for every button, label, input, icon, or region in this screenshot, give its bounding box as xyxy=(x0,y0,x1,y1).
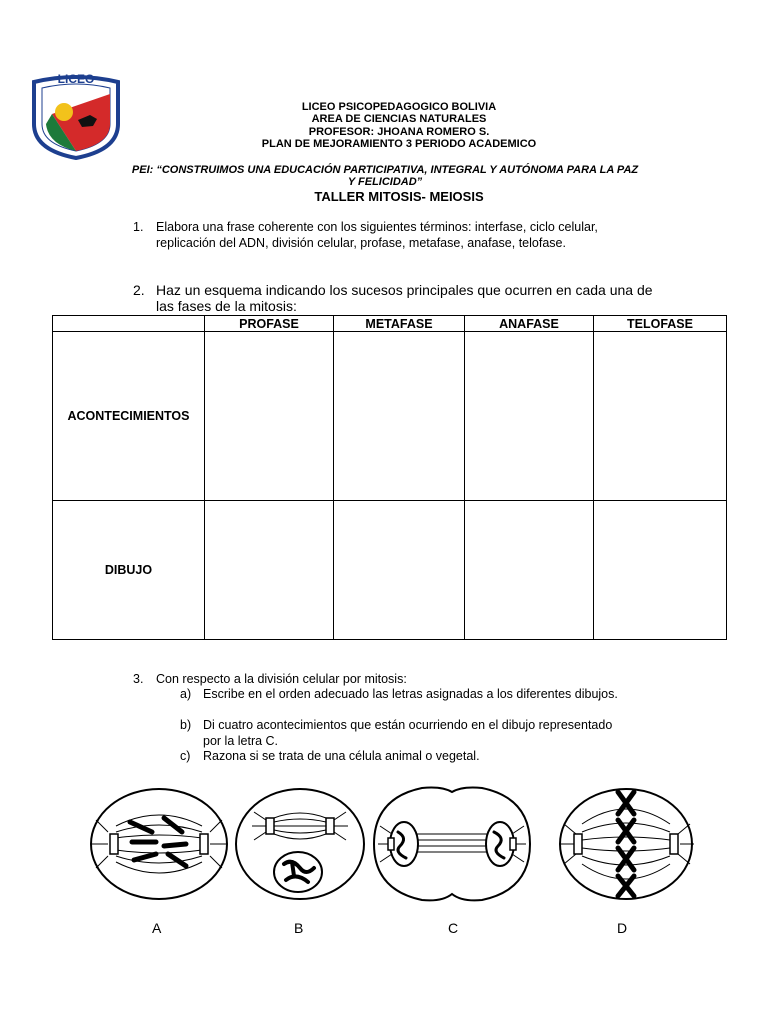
subquestion-letter: a) xyxy=(180,687,192,701)
figure-label-c: C xyxy=(448,920,459,936)
table-row-acontecimientos xyxy=(53,332,727,501)
answer-cell[interactable] xyxy=(465,332,594,501)
subquestion-c xyxy=(180,749,623,765)
question-text: Elabora una frase coherente con los siguientes términos: interfase, ciclo celular, replicación del ADN, división celular, profase, metafase, anafase, telofase. xyxy=(156,220,598,250)
table-header-profase: PROFASE xyxy=(205,316,334,332)
subquestion-letter: b) xyxy=(180,718,192,732)
answer-cell[interactable] xyxy=(334,332,465,501)
question-number: 3. xyxy=(133,672,144,686)
page-title: TALLER MITOSIS- MEIOSIS xyxy=(314,189,484,204)
table-header-row xyxy=(53,316,727,332)
subquestion-a xyxy=(180,687,623,703)
answer-cell[interactable] xyxy=(594,332,727,501)
pei-line-1: PEI: “CONSTRUIMOS UNA EDUCACIÓN PARTICIPATIVA, INTEGRAL Y AUTÓNOMA PARA LA PAZ xyxy=(131,164,639,176)
answer-cell[interactable] xyxy=(334,501,465,640)
table-header-anafase: ANAFASE xyxy=(465,316,594,332)
question-text: Con respecto a la división celular por mitosis: xyxy=(156,672,407,686)
cell-drawing-d xyxy=(560,789,694,899)
subquestion-letter: c) xyxy=(180,749,191,763)
header-school: LICEO PSICOPEDAGOGICO BOLIVIA xyxy=(301,101,497,113)
figure-label-a: A xyxy=(152,920,162,936)
answer-cell[interactable] xyxy=(205,501,334,640)
question-text: Haz un esquema indicando los sucesos principales que ocurren en cada una de las fases de la mitosis: xyxy=(156,282,653,314)
figure-label-b: B xyxy=(294,920,304,936)
header-area: AREA DE CIENCIAS NATURALES xyxy=(311,113,487,126)
mitosis-phases-table xyxy=(52,315,727,640)
question-2 xyxy=(133,282,666,314)
question-1 xyxy=(133,220,631,251)
table-row-dibujo xyxy=(53,501,727,640)
document-header xyxy=(160,101,638,151)
subquestion-text: Di cuatro acontecimientos que están ocurriendo en el dibujo representado por la letra C. xyxy=(203,718,613,748)
subquestion-text: Escribe en el orden adecuado las letras asignadas a los diferentes dibujos. xyxy=(203,687,618,701)
subquestion-text: Razona si se trata de una célula animal o vegetal. xyxy=(203,749,480,763)
cell-drawing-b xyxy=(236,789,364,899)
question-number: 1. xyxy=(133,220,144,234)
table-header-telofase: TELOFASE xyxy=(594,316,727,332)
answer-cell[interactable] xyxy=(465,501,594,640)
question-number: 2. xyxy=(133,282,145,298)
row-label: ACONTECIMIENTOS xyxy=(53,332,205,501)
pei-motto xyxy=(95,164,675,189)
pei-line-2: Y FELICIDAD” xyxy=(347,176,423,189)
question-3 xyxy=(133,672,631,688)
cell-drawing-c xyxy=(374,788,530,901)
table-header-metafase: METAFASE xyxy=(334,316,465,332)
school-logo xyxy=(26,68,126,160)
header-teacher: PROFESOR: JHOANA ROMERO S. xyxy=(308,125,490,138)
answer-cell[interactable] xyxy=(205,332,334,501)
answer-cell[interactable] xyxy=(594,501,727,640)
table-header-empty xyxy=(53,316,205,332)
header-plan: PLAN DE MEJORAMIENTO 3 PERIODO ACADEMICO xyxy=(261,138,537,151)
row-label: DIBUJO xyxy=(53,501,205,640)
logo-title: LICEO xyxy=(57,72,95,86)
subquestion-b xyxy=(180,718,623,749)
figure-label-d: D xyxy=(617,920,628,936)
cell-drawing-a xyxy=(91,789,227,899)
